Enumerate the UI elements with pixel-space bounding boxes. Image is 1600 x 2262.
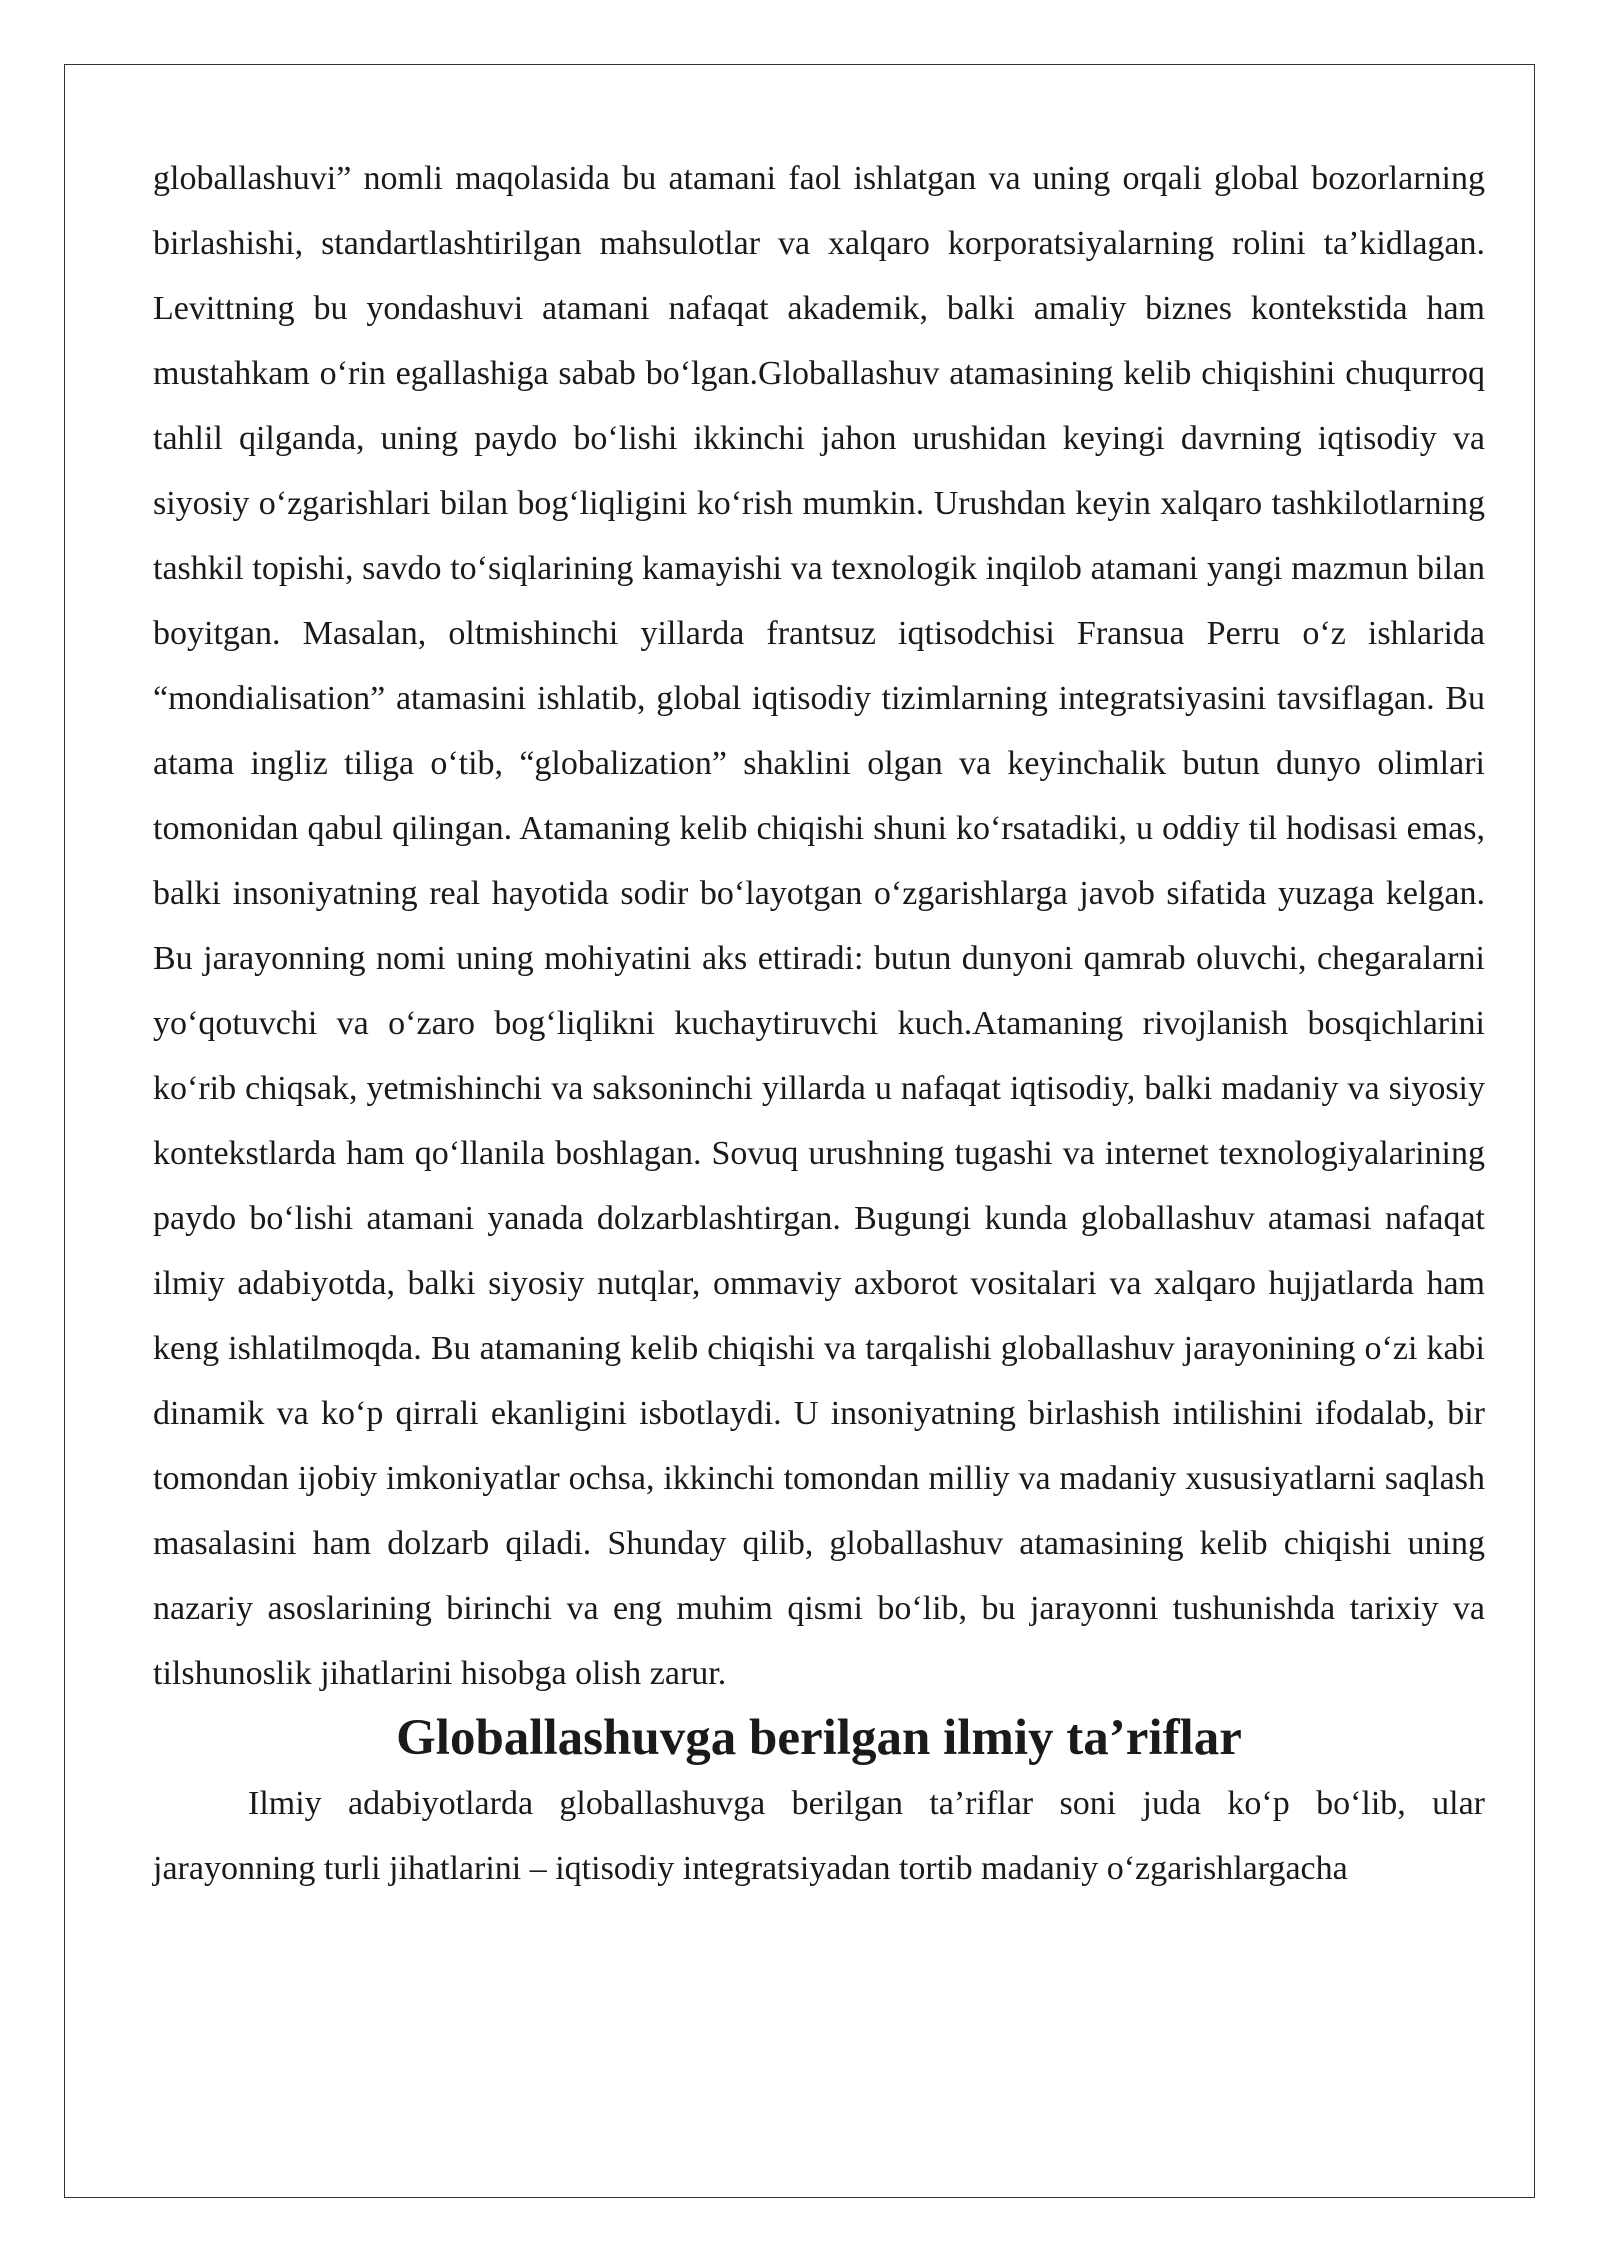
section-heading: Globallashuvga berilgan ilmiy ta’riflar: [396, 1710, 1242, 1766]
body-paragraph: globallashuvi” nomli maqolasida bu atamani faol ishlatgan va uning orqali global bozorlarning birlashishi, standartlashtirilgan mahsulotlar va xalqaro korporatsiyalarning rolini ta’kidlagan. Levittning bu yondashuvi atamani nafaqat akademik, balki amaliy biznes kontekstida ham mustahkam o‘rin egallashiga sabab bo‘lgan.Globallashuv atamasining kelib chiqishini chuqurroq tahlil qilganda, uning paydo bo‘lishi ikkinchi jahon urushidan keyingi davrning iqtisodiy va siyosiy o‘zgarishlari bilan bog‘liqligini ko‘rish mumkin. Urushdan keyin xalqaro tashkilotlarning tashkil topishi, savdo to‘siqlarining kamayishi va texnologik inqilob atamani yangi mazmun bilan boyitgan. Masalan, oltmishinchi yillarda frantsuz iqtisodchisi Fransua Perru o‘z ishlarida “mondialisation” atamasini ishlatib, global iqtisodiy tizimlarning integratsiyasini tavsiflagan. Bu atama ingliz tiliga o‘tib, “globalization” shaklini olgan va keyinchalik butun dunyo olimlari tomonidan qabul qilingan. Atamaning kelib chiqishi shuni ko‘rsatadiki, u oddiy til hodisasi emas, balki insoniyatning real hayotida sodir bo‘layotgan o‘zgarishlarga javob sifatida yuzaga kelgan. Bu jarayonning nomi uning mohiyatini aks ettiradi: butun dunyoni qamrab oluvchi, chegaralarni yo‘qotuvchi va o‘zaro bog‘liqlikni kuchaytiruvchi kuch.Atamaning rivojlanish bosqichlarini ko‘rib chiqsak, yetmishinchi va saksoninchi yillarda u nafaqat iqtisodiy, balki madaniy va siyosiy kontekstlarda ham qo‘llanila boshlagan. Sovuq urushning tugashi va internet texnologiyalarining paydo bo‘lishi atamani yanada dolzarblashtirgan. Bugungi kunda globallashuv atamasi nafaqat ilmiy adabiyotda, balki siyosiy nutqlar, ommaviy axborot vositalari va xalqaro hujjatlarda ham keng ishlatilmoqda. Bu atamaning kelib chiqishi va tarqalishi globallashuv jarayonining o‘zi kabi dinamik va ko‘p qirrali ekanligini isbotlaydi. U insoniyatning birlashish intilishini ifodalab, bir tomondan ijobiy imkoniyatlar ochsa, ikkinchi tomondan milliy va madaniy xususiyatlarni saqlash masalasini ham dolzarb qiladi. Shunday qilib, globallashuv atamasining kelib chiqishi uning nazariy asoslarining birinchi va eng muhim qismi bo‘lib, bu jarayonni tushunishda tarixiy va tilshunoslik jihatlarini hisobga olish zarur.: [153, 160, 1485, 1692]
document-body: [153, 146, 1485, 1901]
body-paragraph: Ilmiy adabiyotlarda globallashuvga berilgan ta’riflar soni juda ko‘p bo‘lib, ular jarayonning turli jihatlarini – iqtisodiy integratsiyadan tortib madaniy o‘zgarishlargacha: [153, 1785, 1485, 1887]
